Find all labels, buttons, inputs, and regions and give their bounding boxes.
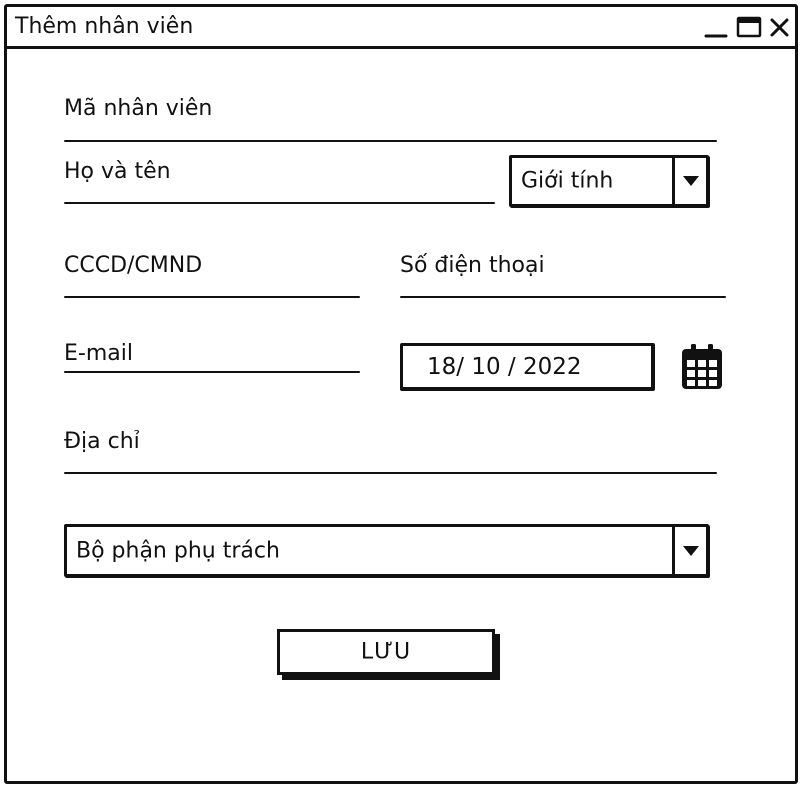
employee-id-label: Mã nhân viên [64, 96, 213, 121]
gender-dropdown-button[interactable] [672, 158, 706, 204]
chevron-down-icon [682, 545, 700, 557]
maximize-icon [736, 15, 762, 39]
gender-select-value: Giới tính [521, 168, 614, 194]
full-name-label: Họ và tên [64, 159, 171, 184]
maximize-button[interactable] [736, 15, 762, 39]
id-card-input[interactable] [64, 296, 360, 298]
department-select-value: Bộ phận phụ trách [76, 538, 280, 563]
minimize-icon [703, 15, 729, 39]
department-select[interactable] [64, 524, 709, 577]
save-button[interactable] [277, 629, 495, 675]
chevron-down-icon [682, 175, 700, 187]
address-label: Địa chỉ [64, 429, 140, 454]
id-card-label: CCCD/CMND [64, 253, 203, 278]
date-input[interactable] [400, 343, 655, 391]
email-label: E-mail [64, 341, 133, 366]
address-input[interactable] [64, 472, 717, 474]
close-icon [767, 15, 793, 39]
gender-select[interactable] [509, 155, 709, 207]
full-name-input[interactable] [64, 202, 495, 204]
department-dropdown-button[interactable] [672, 527, 706, 574]
window-title: Thêm nhân viên [15, 14, 194, 39]
minimize-button[interactable] [703, 15, 729, 39]
employee-id-input[interactable] [64, 140, 717, 142]
phone-input[interactable] [400, 296, 726, 298]
calendar-button[interactable] [680, 343, 724, 391]
email-input[interactable] [64, 371, 360, 373]
date-value: 18/ 10 / 2022 [427, 353, 582, 380]
close-button[interactable] [767, 15, 793, 39]
title-bar [7, 7, 795, 49]
phone-label: Số điện thoại [400, 253, 545, 278]
calendar-icon [680, 343, 724, 391]
save-button-label: LƯU [360, 639, 412, 665]
